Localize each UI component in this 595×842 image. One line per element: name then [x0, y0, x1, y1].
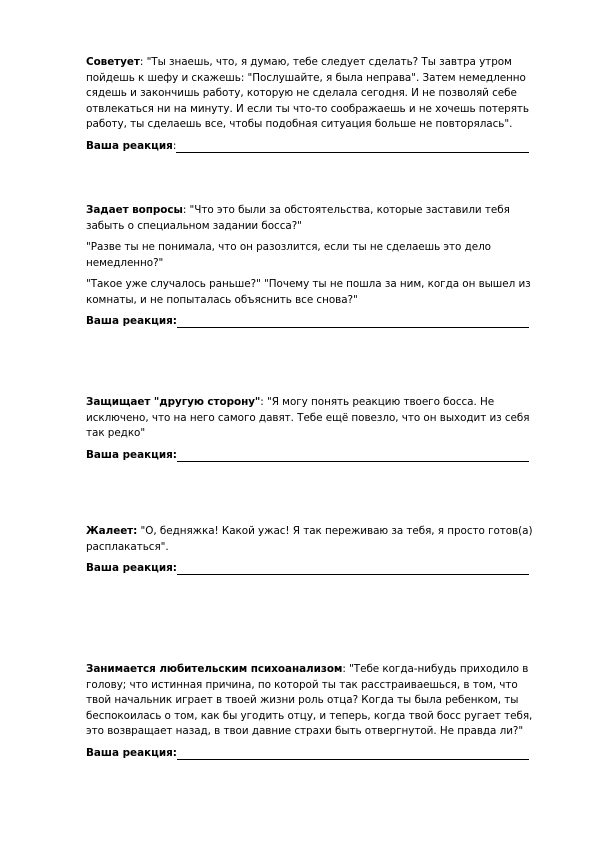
section-paragraph: "Такое уже случалось раньше?" "Почему ты не пошла за ним, когда он вышел из комнаты, и не попыталась объяснить все снова?" [86, 278, 531, 306]
reaction-label: Ваша реакция: [86, 448, 177, 461]
reaction-colon: : [172, 139, 177, 152]
reaction-label: Ваша реакция: [86, 562, 177, 574]
section-text: "Я могу понять реакцию твоего босса. Не исключено, что на него самого давят. Тебе ещё повезло, что он выходит из себя так редко" [86, 396, 530, 439]
section-paragraph: "Разве ты не понимала, что он разозлится, если ты не сделаешь это дело немедленно?" [86, 241, 491, 269]
reaction-row [86, 448, 529, 462]
section-lead: Задает вопросы [86, 204, 183, 216]
reaction-label: Ваша реакция [86, 139, 173, 152]
reaction-answer-line[interactable] [177, 748, 529, 760]
section-lead: Защищает "другую сторону" [86, 396, 261, 408]
section-paragraph: Задает вопросы: "Что это были за обстоятельства, которые заставили тебя забыть о специальном задании босса?" [86, 204, 510, 232]
reaction-row [86, 314, 529, 328]
section-text: "Ты знаешь, что, я думаю, тебе следует сделать? Ты завтра утром пойдешь к шефу и скажешь: "Послушайте, я была неправа". Затем немедленно сядешь и закончишь работу, которую не сделала сегодня. И не позволяй себе отвлекаться ни на минуту. И если ты что-то соображаешь и не хочешь потерять работу, ты сделаешь все, чтобы подобная ситуация больше не повторялась". [86, 56, 529, 130]
section-amateur-psychoanalysis [86, 662, 546, 760]
reaction-label: Ваша реакция: [86, 746, 177, 759]
section-paragraph: Советует: "Ты знаешь, что, я думаю, тебе следует сделать? Ты завтра утром пойдешь к шефу и скажешь: "Послушайте, я была неправа". Затем немедленно сядешь и закончишь работу, которую не сделала сегодня. И не позволяй себе отвлекаться ни на минуту. И если ты что-то соображаешь и не хочешь потерять работу, ты сделаешь все, чтобы подобная ситуация больше не повторялась". [86, 56, 529, 130]
section-lead: Занимается любительским психоанализом [86, 663, 343, 675]
reaction-row [86, 139, 529, 153]
section-pities [86, 524, 546, 575]
section-defends-other-side [86, 395, 546, 462]
reaction-answer-line[interactable] [177, 563, 529, 575]
reaction-label: Ваша реакция: [86, 315, 177, 327]
reaction-row [86, 561, 529, 575]
section-asks-questions [86, 203, 546, 328]
section-lead: Советует [86, 56, 140, 68]
section-paragraph: Защищает "другую сторону": "Я могу понять реакцию твоего босса. Не исключено, что на него самого давят. Тебе ещё повезло, что он выходит из себя так редко" [86, 396, 530, 439]
reaction-row [86, 746, 529, 760]
section-lead: Жалеет: [86, 525, 138, 537]
section-text: "О, бедняжка! Какой ужас! Я так переживаю за тебя, я просто готов(а) расплакаться". [86, 525, 533, 553]
section-advises [86, 55, 546, 153]
reaction-answer-line[interactable] [177, 316, 529, 328]
section-paragraph: Занимается любительским психоанализом: "Тебе когда-нибудь приходило в голову; что истинная причина, по которой ты так расстраиваешься, в том, что твой начальник играет в твоей жизни роль отца? Когда ты была ребенком, ты беспокоилась о том, как бы угодить отцу, и теперь, когда твой босс ругает тебя, это возвращает назад, в твои давние страхи быть отвергнутой. Не правда ли?" [86, 663, 533, 737]
section-paragraph [86, 524, 546, 555]
section-text: "Тебе когда-нибудь приходило в голову; что истинная причина, по которой ты так расстраиваешься, в том, что твой начальник играет в твоей жизни роль отца? Когда ты была ребенком, ты беспокоилась о том, как бы угодить отцу, и теперь, когда твой босс ругает тебя, это возвращает назад, в твои давние страхи быть отвергнутой. Не правда ли?" [86, 663, 533, 737]
section-text: "Что это были за обстоятельства, которые заставили тебя забыть о специальном задании босса?" [86, 204, 510, 232]
reaction-answer-line[interactable] [177, 450, 529, 462]
reaction-answer-line[interactable] [176, 141, 529, 153]
